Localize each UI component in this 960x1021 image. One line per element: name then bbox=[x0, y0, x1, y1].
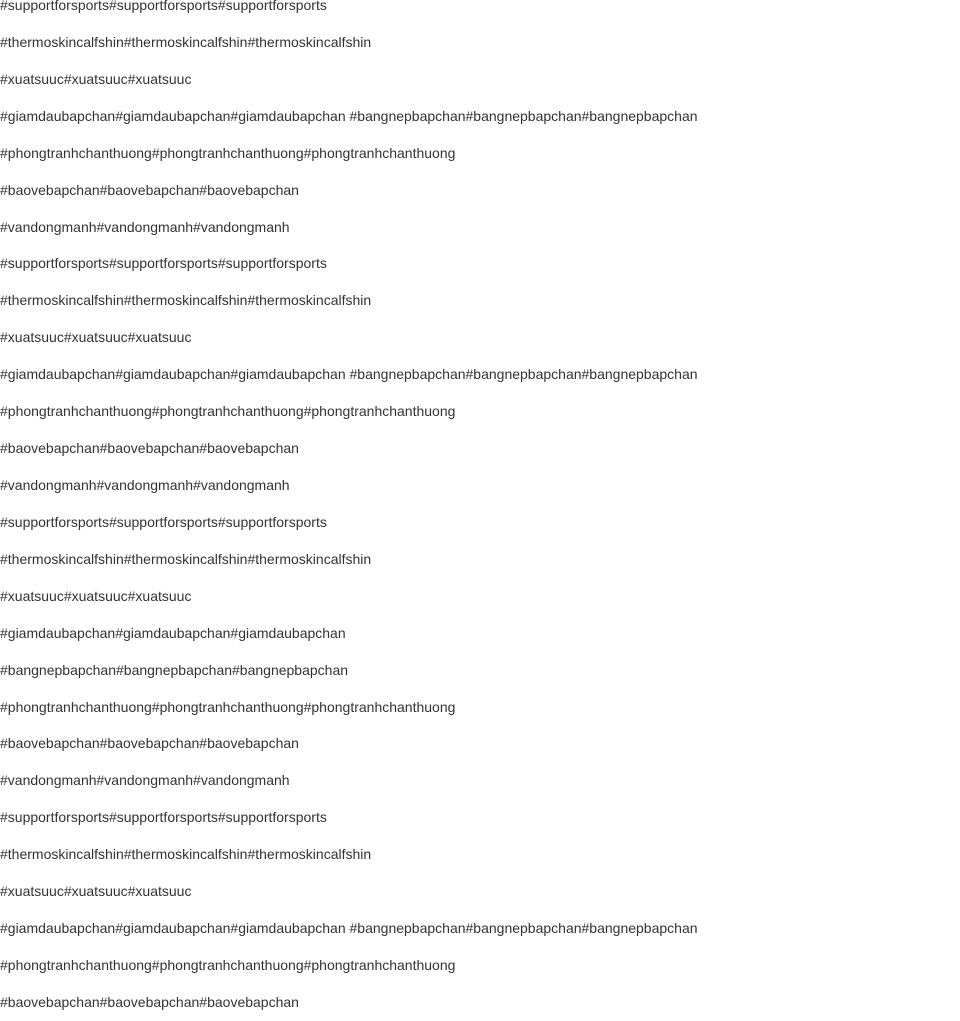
hashtag-line: #phongtranhchanthuong#phongtranhchanthuong#phongtranhchanthuong bbox=[0, 698, 456, 715]
hashtag-line: #vandongmanh#vandongmanh#vandongmanh bbox=[0, 218, 290, 235]
hashtag-line: #xuatsuuc#xuatsuuc#xuatsuuc bbox=[0, 70, 192, 87]
hashtag-line: #bangnepbapchan#bangnepbapchan#bangnepbapchan bbox=[0, 661, 349, 678]
hashtag-line: #xuatsuuc#xuatsuuc#xuatsuuc bbox=[0, 883, 192, 900]
hashtag-line: #supportforsports#supportforsports#supportforsports bbox=[0, 0, 327, 13]
hashtag-line: #baovebapchan#baovebapchan#baovebapchan bbox=[0, 181, 299, 198]
hashtag-line: #baovebapchan#baovebapchan#baovebapchan bbox=[0, 440, 299, 457]
hashtag-line: #phongtranhchanthuong#phongtranhchanthuong#phongtranhchanthuong bbox=[0, 956, 456, 973]
hashtag-line: #giamdaubapchan#giamdaubapchan#giamdaubapchan #bangnepbapchan#bangnepbapchan#bangnepbapchan bbox=[0, 107, 698, 124]
hashtag-line: #xuatsuuc#xuatsuuc#xuatsuuc bbox=[0, 587, 192, 604]
hashtag-line: #baovebapchan#baovebapchan#baovebapchan bbox=[0, 993, 299, 1010]
hashtag-line: #thermoskincalfshin#thermoskincalfshin#thermoskincalfshin bbox=[0, 292, 372, 309]
hashtag-line: #supportforsports#supportforsports#supportforsports bbox=[0, 809, 327, 826]
hashtag-line: #vandongmanh#vandongmanh#vandongmanh bbox=[0, 772, 290, 789]
hashtag-line: #vandongmanh#vandongmanh#vandongmanh bbox=[0, 476, 290, 493]
hashtag-line: #giamdaubapchan#giamdaubapchan#giamdaubapchan #bangnepbapchan#bangnepbapchan#bangnepbapchan bbox=[0, 920, 698, 937]
hashtag-line: #thermoskincalfshin#thermoskincalfshin#thermoskincalfshin bbox=[0, 550, 372, 567]
hashtag-line: #phongtranhchanthuong#phongtranhchanthuong#phongtranhchanthuong bbox=[0, 403, 456, 420]
hashtag-line: #phongtranhchanthuong#phongtranhchanthuong#phongtranhchanthuong bbox=[0, 144, 456, 161]
hashtag-line: #supportforsports#supportforsports#supportforsports bbox=[0, 255, 327, 272]
hashtag-line: #giamdaubapchan#giamdaubapchan#giamdaubapchan #bangnepbapchan#bangnepbapchan#bangnepbapchan bbox=[0, 366, 698, 383]
hashtag-line: #giamdaubapchan#giamdaubapchan#giamdaubapchan bbox=[0, 624, 346, 641]
hashtag-line: #supportforsports#supportforsports#supportforsports bbox=[0, 513, 327, 530]
hashtag-line: #thermoskincalfshin#thermoskincalfshin#thermoskincalfshin bbox=[0, 846, 372, 863]
hashtag-line: #thermoskincalfshin#thermoskincalfshin#thermoskincalfshin bbox=[0, 33, 372, 50]
hashtag-line: #xuatsuuc#xuatsuuc#xuatsuuc bbox=[0, 329, 192, 346]
hashtag-line: #baovebapchan#baovebapchan#baovebapchan bbox=[0, 735, 299, 752]
